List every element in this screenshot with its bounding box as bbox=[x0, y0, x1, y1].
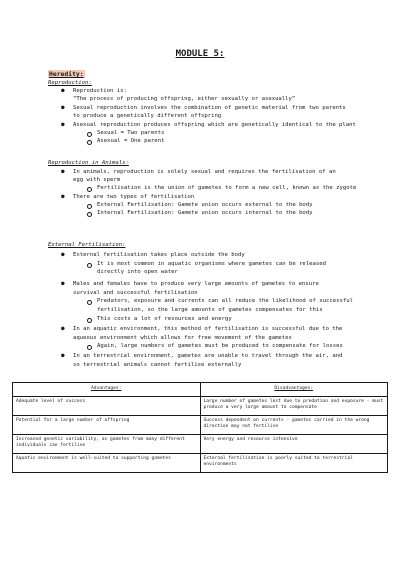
bullet-circle bbox=[87, 187, 92, 192]
advantages-disadvantages-table bbox=[12, 382, 388, 473]
table-cell: External fertilisation is poorly suited to terrestrial environments bbox=[200, 454, 388, 473]
bullet-dot: ● bbox=[61, 121, 65, 128]
table-cell: Very energy and resource intensive bbox=[200, 435, 388, 454]
text-line: Sexual = Two parents bbox=[97, 130, 165, 136]
bullet-circle bbox=[87, 212, 92, 217]
text-line: survival and successful fertilisation bbox=[73, 290, 198, 296]
text-line: so terrestrial animals cannot fertilise externally bbox=[73, 362, 242, 368]
bullet-dot: ● bbox=[61, 280, 65, 287]
text-line: “The process of producing offspring, either sexually or asexually” bbox=[73, 96, 296, 102]
table-header-advantages: Advantages: bbox=[13, 383, 201, 397]
text-line: Males and females have to produce very large amounts of gametes to ensure bbox=[73, 281, 319, 287]
table-cell: Adequate level of success bbox=[13, 397, 201, 416]
text-line: directly into open water bbox=[97, 269, 178, 275]
table-cell: Potential for a large number of offspring bbox=[13, 416, 201, 435]
bullet-circle bbox=[87, 132, 92, 137]
table-row bbox=[13, 397, 388, 416]
text-line: fertilisation, so the large amounts of gametes compensates for this bbox=[97, 307, 323, 313]
bullet-dot: ● bbox=[61, 87, 65, 94]
bullet-dot: ● bbox=[61, 104, 65, 111]
text-line: Internal Fertilisation: Gamete union occurs internal to the body bbox=[97, 210, 313, 216]
text-line: In an aquatic environment, this method of fertilisation is successful due to the bbox=[73, 326, 343, 332]
text-line: aqueous environment which allows for free movement of the gametes bbox=[73, 335, 292, 341]
text-line: Sexual reproduction involves the combination of genetic material from two parents bbox=[73, 105, 346, 111]
text-line: Asexual = One parent bbox=[97, 138, 165, 144]
text-line: External Fertilisation: Gamete union occurs external to the body bbox=[97, 202, 313, 208]
bullet-circle bbox=[87, 204, 92, 209]
text-line: Predators, exposure and currents can all reduce the likelihood of successful bbox=[97, 298, 353, 304]
table-cell: Success dependent on currents - gametes carried in the wrong direction may not fertilise bbox=[200, 416, 388, 435]
bullet-circle bbox=[87, 300, 92, 305]
text-line: to produce a genetically different offspring bbox=[73, 113, 222, 119]
bullet-circle bbox=[87, 263, 92, 268]
subheading-external-fertilisation: External Fertilisation: bbox=[48, 242, 126, 248]
bullet-dot: ● bbox=[61, 193, 65, 200]
text-line: External fertilisation takes place outside the body bbox=[73, 252, 245, 258]
text-line: Asexual reproduction produces offspring which are genetically identical to the plant bbox=[73, 122, 356, 128]
table-cell: Increased genetic variability, as gametes from many different individuals can fertilise bbox=[13, 435, 201, 454]
subheading-reproduction: Reproduction: bbox=[48, 80, 92, 86]
table-cell: Aquatic environment is well-suited to supporting gametes bbox=[13, 454, 201, 473]
table-header-row bbox=[13, 383, 388, 397]
bullet-dot: ● bbox=[61, 168, 65, 175]
text-line: Fertilisation is the union of gametes to form a new cell, known as the zygote bbox=[97, 185, 357, 191]
bullet-circle bbox=[87, 318, 92, 323]
table-row bbox=[13, 454, 388, 473]
table-row bbox=[13, 416, 388, 435]
bullet-dot: ● bbox=[61, 251, 65, 258]
section-heading-heredity: Heredity: bbox=[49, 70, 84, 78]
page-title: MODULE 5: bbox=[175, 49, 225, 59]
bullet-dot: ● bbox=[61, 325, 65, 332]
table-cell: Large number of gametes lost due to predation and exposure - must produce a very large amount to compensate bbox=[200, 397, 388, 416]
text-line: Again, large numbers of gametes must be produced to compensate for losses bbox=[97, 343, 343, 349]
text-line: In animals, reproduction is solely sexual and requires the fertilisation of an bbox=[73, 169, 336, 175]
text-line: This costs a lot of resources and energy bbox=[97, 316, 232, 322]
text-line: Reproduction is: bbox=[73, 88, 127, 94]
text-line: In an terrestrial environment, gametes are unable to travel through the air, and bbox=[73, 353, 343, 359]
bullet-dot: ● bbox=[61, 352, 65, 359]
subheading-reproduction-in-animals: Reproduction in Animals: bbox=[48, 160, 129, 166]
table-header-disadvantages: Disadvantages: bbox=[200, 383, 388, 397]
bullet-circle bbox=[87, 345, 92, 350]
text-line: It is most common in aquatic organisms where gametes can be released bbox=[97, 261, 327, 267]
bullet-circle bbox=[87, 140, 92, 145]
table-row bbox=[13, 435, 388, 454]
text-line: There are two types of fertilisation bbox=[73, 194, 195, 200]
text-line: egg with sperm bbox=[73, 177, 121, 183]
